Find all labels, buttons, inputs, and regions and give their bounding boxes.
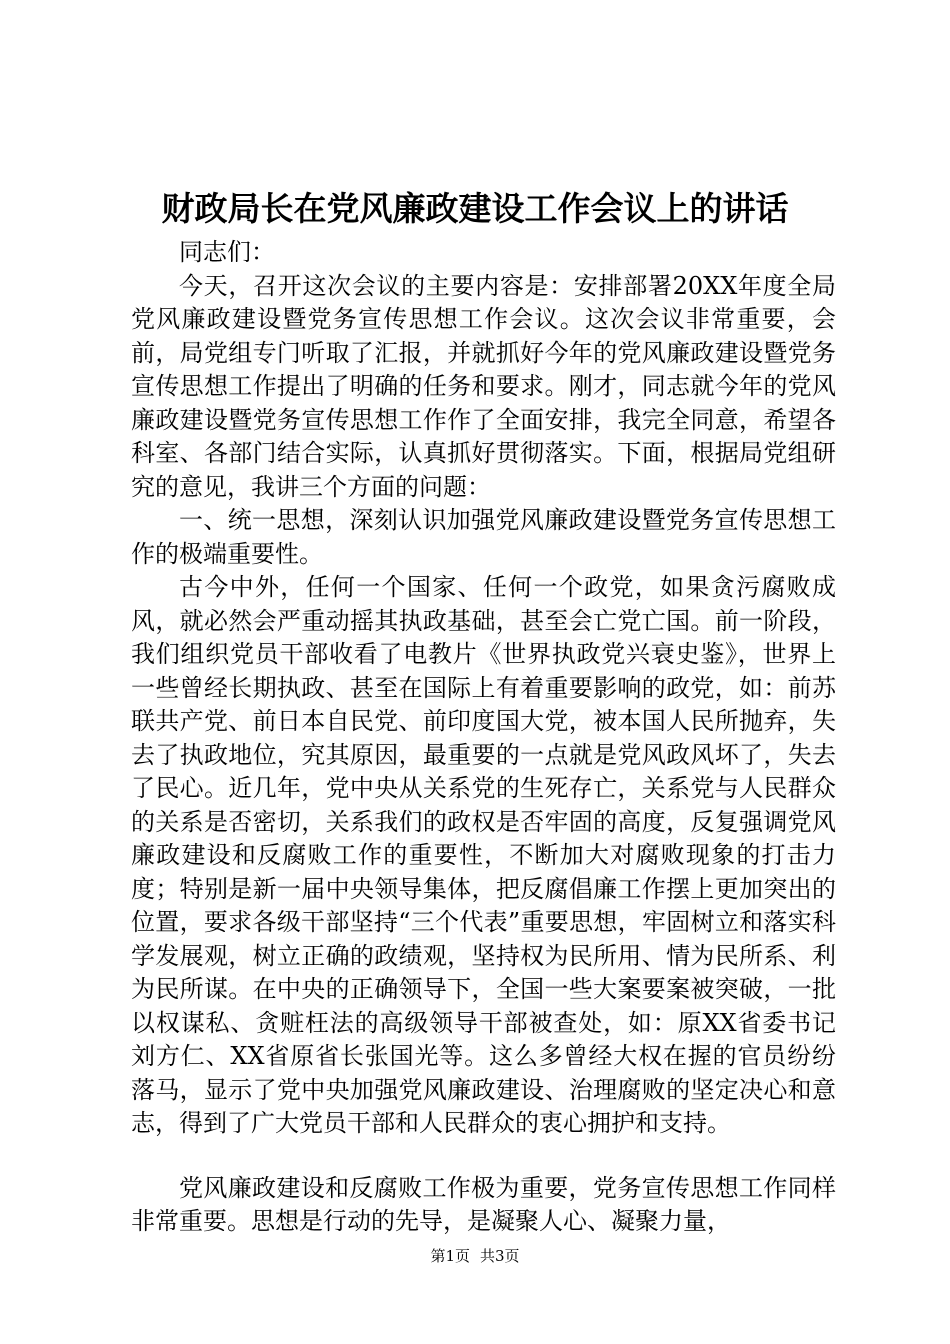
body-paragraph: 党风廉政建设和反腐败工作极为重要，党务宣传思想工作同样非常重要。思想是行动的先导，是凝聚人心、凝聚力量， <box>131 1173 836 1235</box>
document-body <box>131 236 836 1239</box>
document-title: 财政局长在党风廉政建设工作会议上的讲话 <box>161 189 789 228</box>
page-number: 第1页 <box>430 1247 470 1265</box>
intro-paragraph: 今天，召开这次会议的主要内容是：安排部署20XX年度全局党风廉政建设暨党务宣传思想工作会议。这次会议非常重要，会前，局党组专门听取了汇报，并就抓好今年的党风廉政建设暨党务宣传思想工作提出了明确的任务和要求。刚才，同志就今年的党风廉政建设暨党务宣传思想工作作了全面安排，我完全同意，希望各科室、各部门结合实际，认真抓好贯彻落实。下面，根据局党组研究的意见，我讲三个方面的问题： <box>131 271 836 501</box>
page-footer <box>0 1246 950 1266</box>
section-heading: 一、统一思想，深刻认识加强党风廉政建设暨党务宣传思想工作的极端重要性。 <box>131 506 836 568</box>
page-total: 共3页 <box>480 1247 520 1265</box>
greeting-paragraph: 同志们： <box>179 238 275 266</box>
body-paragraph: 古今中外，任何一个国家、任何一个政党，如果贪污腐败成风，就必然会严重动摇其执政基础，甚至会亡党亡国。前一阶段，我们组织党员干部收看了电教片《世界执政党兴衰史鉴》，世界上一些曾经长期执政、甚至在国际上有着重要影响的政党，如：前苏联共产党、前日本自民党、前印度国大党，被本国人民所抛弃，失去了执政地位，究其原因，最重要的一点就是党风政风坏了，失去了民心。近几年，党中央从关系党的生死存亡，关系党与人民群众的关系是否密切，关系我们的政权是否牢固的高度，反复强调党风廉政建设和反腐败工作的重要性，不断加大对腐败现象的打击力度；特别是新一届中央领导集体，把反腐倡廉工作摆上更加突出的位置，要求各级干部坚持“三个代表”重要思想，牢固树立和落实科学发展观，树立正确的政绩观，坚持权为民所用、情为民所系、利为民所谋。在中央的正确领导下，全国一些大案要案被突破，一批以权谋私、贪赃枉法的高级领导干部被查处，如：原XX省委书记刘方仁、XX省原省长张国光等。这么多曾经大权在握的官员纷纷落马，显示了党中央加强党风廉政建设、治理腐败的坚定决心和意志，得到了广大党员干部和人民群众的衷心拥护和支持。 <box>131 573 836 1137</box>
